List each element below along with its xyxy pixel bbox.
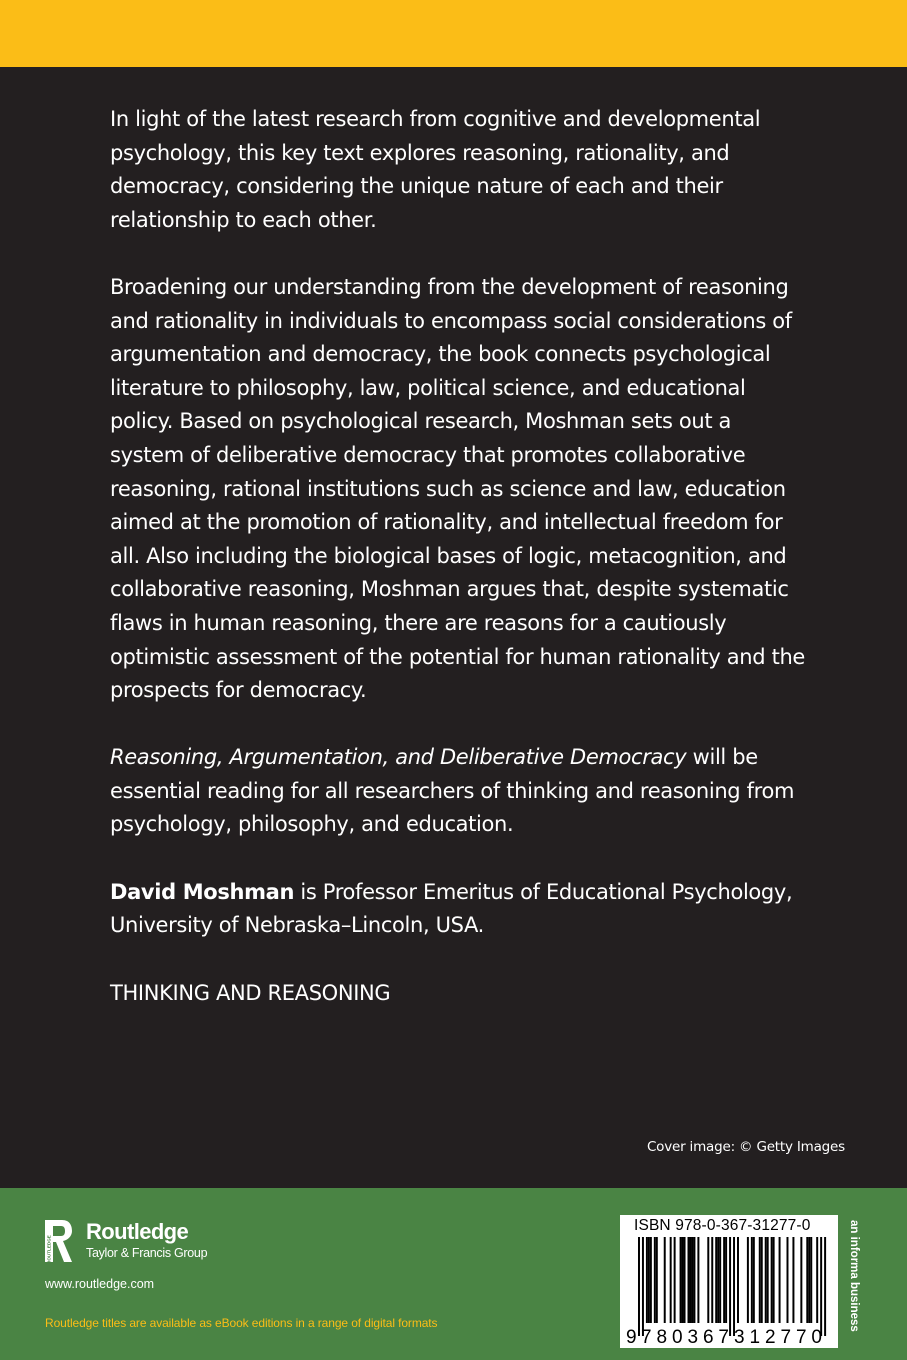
barcode-bar [674,1237,676,1323]
publisher-name: Routledge [86,1219,189,1244]
isbn-label: ISBN 978-0-367-31277-0 [634,1217,811,1234]
series-name: THINKING AND REASONING [110,981,391,1005]
blurb-paragraph-2: Broadening our understanding from the development of reasoning and rationality in individuals to encompass social considerations of argumentation and democracy, the book connects psychological literature to philosophy, law, political science, and educational policy. Based on psychological research, Moshman sets out a system of deliberative democracy that promotes collaborative reasoning, rational institutions such as science and law, education aimed at the promotion of rationality, and intellectual freedom for all. Also including the biological bases of logic, metacognition, and collaborative reasoning, Moshman argues that, despite systematic flaws in human reasoning, there are reasons for a cautiously optimistic assessment of the potential for human rationality and the prospects for democracy. [110,274,805,703]
barcode-bar [638,1237,640,1336]
barcode-bar [773,1237,775,1323]
barcode-bar [680,1237,682,1323]
barcode-bar [664,1237,666,1323]
barcode-first-digit: 9 [626,1327,637,1348]
barcode-bar [723,1237,725,1323]
barcode-bar [682,1237,684,1323]
barcode-bar [824,1237,826,1336]
barcode-bar [642,1237,644,1336]
informa-business-tag [846,1218,864,1350]
barcode-bars [620,1215,838,1348]
top-color-band [0,0,907,67]
barcode-bar [729,1237,731,1336]
barcode-bar [670,1237,672,1323]
blurb-paragraph-3-text: will be essential reading for all researchers of thinking and reasoning from psychology, philosophy, and education. [110,745,795,837]
barcode-bar [806,1237,808,1323]
barcode-bar [808,1237,810,1323]
barcode-bar [648,1237,650,1323]
author-name: David Moshman [110,879,295,904]
informa-business-text: an informa business [848,1220,860,1332]
barcode-bar [697,1237,699,1323]
barcode-bar [717,1237,719,1323]
publisher-brand [86,1220,207,1261]
barcode-bar [650,1237,652,1323]
author-bio-text: is Professor Emeritus of Educational Psychology, University of Nebraska–Lincoln, USA. [110,879,793,938]
author-bio [110,876,810,943]
publisher-website: www.routledge.com [45,1277,155,1291]
barcode-bar [816,1237,818,1323]
barcode-bar [693,1237,695,1323]
blurb-paragraph-3 [110,741,810,842]
publisher-group: Taylor & Francis Group [86,1246,208,1260]
ebook-availability-note: Routledge titles are available as eBook editions in a range of digital formats [45,1316,438,1330]
barcode-right-digits: 312770 [734,1327,822,1348]
barcode-bar [767,1237,769,1323]
barcode-bar [765,1237,767,1323]
barcode-bar [654,1237,656,1323]
publisher-footer [0,1188,907,1360]
barcode-bar [759,1237,761,1323]
barcode-bar [646,1237,648,1323]
barcode-bar [725,1237,727,1323]
routledge-logo-icon [42,1218,74,1266]
barcode-bar [684,1237,686,1323]
barcode-bar [771,1237,773,1323]
logo-vertical-letters: ROUTLEDGE [46,1235,52,1264]
barcode-bar [753,1237,755,1323]
barcode-bar [800,1237,802,1323]
barcode-left-digits: 780367 [641,1327,729,1348]
barcode-bar [711,1237,713,1323]
barcode-bar [820,1237,822,1336]
barcode-bar [691,1237,693,1323]
barcode-bar [751,1237,753,1323]
cover-image-credit: Cover image: © Getty Images [646,1139,845,1155]
barcode-bar [792,1237,794,1323]
barcode-bar [737,1237,739,1323]
book-title: Reasoning, Argumentation, and Deliberative Democracy [110,745,687,770]
barcode-bar [787,1237,789,1323]
barcode-bar [779,1237,781,1323]
barcode-bar [810,1237,812,1323]
blurb-paragraph-1: In light of the latest research from cognitive and developmental psychology, this key text explores reasoning, rationality, and democracy, considering the unique nature of each and their relationship to each other. [110,107,761,232]
barcode-bar [688,1237,690,1323]
barcode-bar [707,1237,709,1323]
barcode-bar [719,1237,721,1323]
barcode-bar [761,1237,763,1323]
blurb-text [110,103,810,943]
isbn-barcode [620,1215,838,1348]
barcode-bar [656,1237,658,1323]
barcode-bar [747,1237,749,1323]
barcode-bar [689,1237,691,1323]
barcode-bar [733,1237,735,1336]
barcode-bar [715,1237,717,1323]
